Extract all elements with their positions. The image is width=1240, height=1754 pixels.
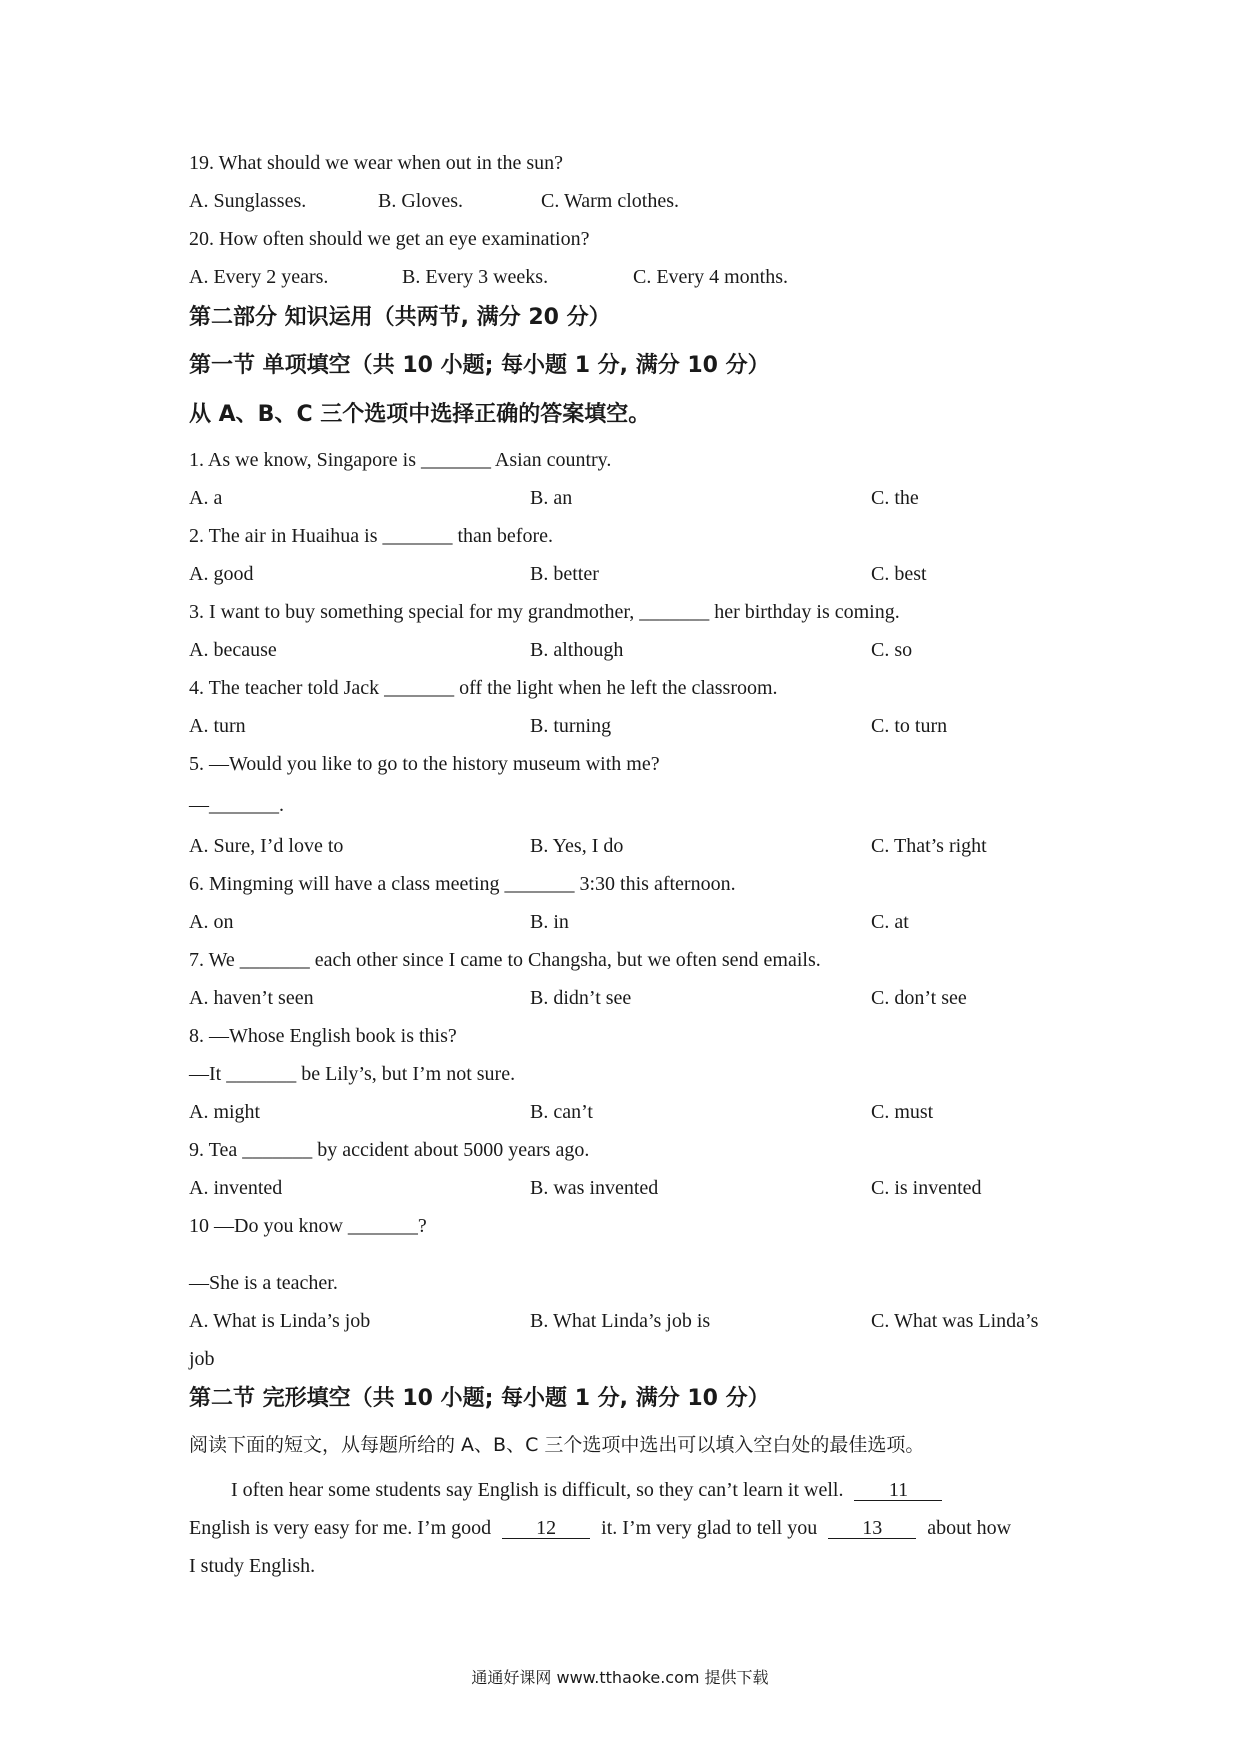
q6-option-c: C. at	[871, 911, 909, 933]
question-9: 9. Tea _______ by accident about 5000 years ago.	[189, 1139, 590, 1161]
question-4: 4. The teacher told Jack _______ off the light when he left the classroom.	[189, 677, 778, 699]
passage-text: I often hear some students say English is difficult, so they can’t learn it well.	[231, 1479, 844, 1501]
question-19: 19. What should we wear when out in the sun?	[189, 152, 563, 174]
q7-option-b: B. didn’t see	[530, 987, 632, 1009]
q8-option-c: C. must	[871, 1101, 934, 1123]
q2-option-a: A. good	[189, 563, 254, 585]
q9-option-c: C. is invented	[871, 1177, 982, 1199]
q20-option-c: C. Every 4 months.	[633, 266, 788, 288]
q3-option-b: B. although	[530, 639, 624, 661]
q3-option-a: A. because	[189, 639, 277, 661]
q9-option-a: A. invented	[189, 1177, 283, 1199]
blank-12: 12	[502, 1518, 590, 1539]
q10-option-a: A. What is Linda’s job	[189, 1310, 371, 1332]
question-10-reply: —She is a teacher.	[189, 1272, 338, 1294]
question-3: 3. I want to buy something special for my grandmother, _______ her birthday is coming.	[189, 601, 900, 623]
passage-line-2	[189, 1516, 1011, 1540]
q19-option-b: B. Gloves.	[378, 190, 463, 212]
passage-text: about how	[927, 1517, 1012, 1539]
q19-option-c: C. Warm clothes.	[541, 190, 679, 212]
passage-text: it. I’m very glad to tell you	[601, 1517, 818, 1539]
q5-option-c: C. That’s right	[871, 835, 987, 857]
q10-option-c: C. What was Linda’s	[871, 1310, 1039, 1332]
section1-instruction: 从 A、B、C 三个选项中选择正确的答案填空。	[189, 402, 651, 427]
question-8: 8. —Whose English book is this?	[189, 1025, 457, 1047]
q4-option-a: A. turn	[189, 715, 246, 737]
passage-line-3: I study English.	[189, 1555, 316, 1577]
q6-option-a: A. on	[189, 911, 234, 933]
q8-option-b: B. can’t	[530, 1101, 593, 1123]
q20-option-a: A. Every 2 years.	[189, 266, 329, 288]
passage-text: English is very easy for me. I’m good	[189, 1517, 492, 1539]
passage-line-1	[231, 1478, 942, 1502]
blank-13: 13	[828, 1518, 916, 1539]
question-8-reply: —It _______ be Lily’s, but I’m not sure.	[189, 1063, 516, 1085]
q20-option-b: B. Every 3 weeks.	[402, 266, 549, 288]
q10-option-c-wrap: job	[189, 1348, 215, 1370]
q2-option-b: B. better	[530, 563, 599, 585]
section2-instruction: 阅读下面的短文，从每题所给的 A、B、C 三个选项中选出可以填入空白处的最佳选项。	[189, 1434, 925, 1456]
q10-option-b: B. What Linda’s job is	[530, 1310, 711, 1332]
q5-option-a: A. Sure, I’d love to	[189, 835, 344, 857]
section1-title: 第一节 单项填空（共 10 小题; 每小题 1 分, 满分 10 分）	[189, 353, 770, 378]
question-20: 20. How often should we get an eye examination?	[189, 228, 590, 250]
q4-option-b: B. turning	[530, 715, 612, 737]
q19-option-a: A. Sunglasses.	[189, 190, 307, 212]
blank-11: 11	[854, 1480, 942, 1501]
q1-option-c: C. the	[871, 487, 919, 509]
page-footer: 通通好课网 www.tthaoke.com 提供下载	[471, 1668, 769, 1687]
q7-option-c: C. don’t see	[871, 987, 967, 1009]
question-2: 2. The air in Huaihua is _______ than before.	[189, 525, 553, 547]
section2-title: 第二节 完形填空（共 10 小题; 每小题 1 分, 满分 10 分）	[189, 1386, 770, 1411]
q2-option-c: C. best	[871, 563, 927, 585]
q5-option-b: B. Yes, I do	[530, 835, 624, 857]
question-5: 5. —Would you like to go to the history museum with me?	[189, 753, 660, 775]
q1-option-a: A. a	[189, 487, 223, 509]
question-10: 10 —Do you know _______?	[189, 1215, 427, 1237]
question-5-reply: —_______.	[189, 794, 284, 816]
question-6: 6. Mingming will have a class meeting _______ 3:30 this afternoon.	[189, 873, 736, 895]
question-1: 1. As we know, Singapore is _______ Asian country.	[189, 449, 612, 471]
q3-option-c: C. so	[871, 639, 913, 661]
q8-option-a: A. might	[189, 1101, 261, 1123]
q4-option-c: C. to turn	[871, 715, 948, 737]
q7-option-a: A. haven’t seen	[189, 987, 314, 1009]
q1-option-b: B. an	[530, 487, 573, 509]
question-7: 7. We _______ each other since I came to Changsha, but we often send emails.	[189, 949, 821, 971]
q6-option-b: B. in	[530, 911, 569, 933]
part2-title: 第二部分 知识运用（共两节, 满分 20 分）	[189, 305, 611, 330]
q9-option-b: B. was invented	[530, 1177, 659, 1199]
